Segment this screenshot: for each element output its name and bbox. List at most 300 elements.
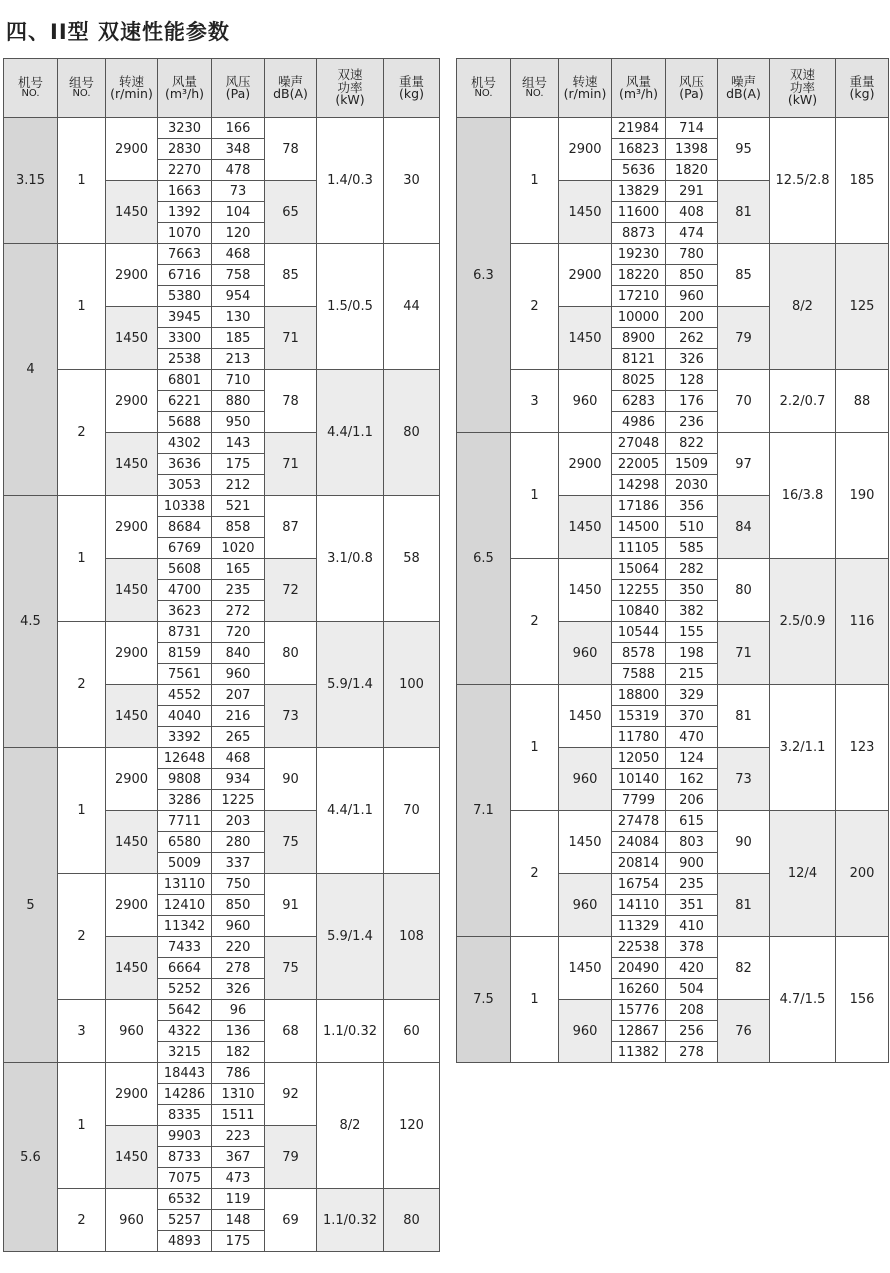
pressure-cell: 470 (666, 727, 718, 748)
airflow-cell: 8733 (158, 1147, 212, 1168)
pressure-cell: 934 (212, 769, 265, 790)
group-no-cell: 2 (58, 874, 106, 1000)
airflow-cell: 19230 (612, 244, 666, 265)
pressure-cell: 73 (212, 181, 265, 202)
speed-cell: 960 (106, 1000, 158, 1063)
model-no-cell: 7.5 (457, 937, 511, 1063)
noise-cell: 81 (718, 685, 770, 748)
model-no-cell: 5.6 (4, 1063, 58, 1252)
airflow-cell: 16823 (612, 139, 666, 160)
speed-cell: 1450 (106, 559, 158, 622)
airflow-cell: 1663 (158, 181, 212, 202)
pressure-cell: 207 (212, 685, 265, 706)
pressure-cell: 216 (212, 706, 265, 727)
weight-cell: 185 (836, 118, 889, 244)
airflow-cell: 8731 (158, 622, 212, 643)
pressure-cell: 124 (666, 748, 718, 769)
pressure-cell: 272 (212, 601, 265, 622)
pressure-cell: 136 (212, 1021, 265, 1042)
airflow-cell: 3286 (158, 790, 212, 811)
pressure-cell: 780 (666, 244, 718, 265)
airflow-cell: 1392 (158, 202, 212, 223)
airflow-cell: 6664 (158, 958, 212, 979)
table-row (4, 118, 440, 139)
group-no-cell: 3 (58, 1000, 106, 1063)
speed-cell: 1450 (559, 811, 612, 874)
pressure-cell: 203 (212, 811, 265, 832)
model-no-cell: 4.5 (4, 496, 58, 748)
table-row (4, 748, 440, 769)
header-airflow-cn: 风量 (171, 73, 197, 89)
airflow-cell: 10840 (612, 601, 666, 622)
speed-cell: 1450 (106, 685, 158, 748)
table-row (457, 685, 889, 706)
airflow-cell: 11780 (612, 727, 666, 748)
power-cell: 4.4/1.1 (317, 370, 384, 496)
airflow-cell: 12648 (158, 748, 212, 769)
noise-cell: 78 (265, 118, 317, 181)
noise-cell: 73 (265, 685, 317, 748)
speed-cell: 1450 (559, 685, 612, 748)
header-group-en: NO. (525, 88, 544, 100)
pressure-cell: 235 (212, 580, 265, 601)
speed-cell: 1450 (106, 937, 158, 1000)
table-body (457, 118, 889, 1063)
weight-cell: 156 (836, 937, 889, 1063)
weight-cell: 190 (836, 433, 889, 559)
table-row (4, 1000, 440, 1021)
airflow-cell: 27478 (612, 811, 666, 832)
airflow-cell: 8335 (158, 1105, 212, 1126)
header-pressure-en: (Pa) (225, 86, 251, 101)
table-row (4, 1063, 440, 1084)
airflow-cell: 18800 (612, 685, 666, 706)
header-power-en: (kW) (335, 92, 365, 108)
power-cell: 3.1/0.8 (317, 496, 384, 622)
pressure-cell: 350 (666, 580, 718, 601)
header-power-cn2: 功率 (789, 79, 815, 95)
airflow-cell: 7799 (612, 790, 666, 811)
power-cell: 1.1/0.32 (317, 1000, 384, 1063)
header-model (457, 59, 511, 118)
header-noise-en: dB(A) (726, 86, 761, 101)
airflow-cell: 8025 (612, 370, 666, 391)
speed-cell: 2900 (106, 118, 158, 181)
airflow-cell: 16754 (612, 874, 666, 895)
noise-cell: 65 (265, 181, 317, 244)
airflow-cell: 17210 (612, 286, 666, 307)
header-power-en: (kW) (787, 92, 818, 108)
airflow-cell: 8578 (612, 643, 666, 664)
table-row (4, 1189, 440, 1210)
pressure-cell: 162 (666, 769, 718, 790)
header-model-en: NO. (21, 88, 40, 100)
pressure-cell: 521 (212, 496, 265, 517)
pressure-cell: 220 (212, 937, 265, 958)
weight-cell: 108 (384, 874, 440, 1000)
noise-cell: 69 (265, 1189, 317, 1252)
pressure-cell: 410 (666, 916, 718, 937)
speed-cell: 2900 (106, 496, 158, 559)
airflow-cell: 3215 (158, 1042, 212, 1063)
noise-cell: 84 (718, 496, 770, 559)
pressure-cell: 176 (666, 391, 718, 412)
pressure-cell: 504 (666, 979, 718, 1000)
pressure-cell: 420 (666, 958, 718, 979)
header-weight-en: (kg) (849, 86, 875, 101)
airflow-cell: 8159 (158, 643, 212, 664)
pressure-cell: 758 (212, 265, 265, 286)
header-noise-cn: 噪声 (277, 73, 303, 89)
header-weight-cn: 重量 (849, 73, 875, 89)
noise-cell: 91 (265, 874, 317, 937)
noise-cell: 71 (718, 622, 770, 685)
pressure-cell: 282 (666, 559, 718, 580)
pressure-cell: 370 (666, 706, 718, 727)
airflow-cell: 3636 (158, 454, 212, 475)
airflow-cell: 6716 (158, 265, 212, 286)
airflow-cell: 6801 (158, 370, 212, 391)
table-row (4, 622, 440, 643)
weight-cell: 200 (836, 811, 889, 937)
pressure-cell: 615 (666, 811, 718, 832)
power-cell: 1.1/0.32 (317, 1189, 384, 1252)
airflow-cell: 11382 (612, 1042, 666, 1063)
table-row (457, 244, 889, 265)
speed-cell: 1450 (559, 307, 612, 370)
airflow-cell: 4700 (158, 580, 212, 601)
power-cell: 12/4 (770, 811, 836, 937)
airflow-cell: 11329 (612, 916, 666, 937)
airflow-cell: 14110 (612, 895, 666, 916)
header-group-cn: 组号 (68, 74, 94, 90)
airflow-cell: 11105 (612, 538, 666, 559)
speed-cell: 960 (559, 1000, 612, 1063)
pressure-cell: 468 (212, 748, 265, 769)
speed-cell: 1450 (106, 433, 158, 496)
pressure-cell: 326 (212, 979, 265, 1000)
header-speed (106, 59, 158, 118)
weight-cell: 88 (836, 370, 889, 433)
airflow-cell: 10338 (158, 496, 212, 517)
airflow-cell: 3623 (158, 601, 212, 622)
airflow-cell: 12410 (158, 895, 212, 916)
pressure-cell: 850 (212, 895, 265, 916)
noise-cell: 81 (718, 181, 770, 244)
header-group (511, 59, 559, 118)
airflow-cell: 7588 (612, 664, 666, 685)
speed-cell: 2900 (106, 874, 158, 937)
group-no-cell: 2 (511, 244, 559, 370)
airflow-cell: 6532 (158, 1189, 212, 1210)
power-cell: 1.4/0.3 (317, 118, 384, 244)
noise-cell: 85 (718, 244, 770, 307)
pressure-cell: 165 (212, 559, 265, 580)
table-row (457, 937, 889, 958)
pressure-cell: 960 (666, 286, 718, 307)
header-pressure (212, 59, 265, 118)
pressure-cell: 256 (666, 1021, 718, 1042)
airflow-cell: 3053 (158, 475, 212, 496)
airflow-cell: 12867 (612, 1021, 666, 1042)
power-cell: 4.7/1.5 (770, 937, 836, 1063)
speed-cell: 1450 (106, 307, 158, 370)
pressure-cell: 175 (212, 454, 265, 475)
noise-cell: 80 (265, 622, 317, 685)
weight-cell: 120 (384, 1063, 440, 1189)
noise-cell: 90 (265, 748, 317, 811)
noise-cell: 78 (265, 370, 317, 433)
left-spec-table (3, 58, 440, 1252)
airflow-cell: 9903 (158, 1126, 212, 1147)
airflow-cell: 5688 (158, 412, 212, 433)
pressure-cell: 215 (666, 664, 718, 685)
noise-cell: 90 (718, 811, 770, 874)
power-cell: 3.2/1.1 (770, 685, 836, 811)
pressure-cell: 822 (666, 433, 718, 454)
model-no-cell: 6.3 (457, 118, 511, 433)
weight-cell: 116 (836, 559, 889, 685)
airflow-cell: 22005 (612, 454, 666, 475)
airflow-cell: 11342 (158, 916, 212, 937)
airflow-cell: 14286 (158, 1084, 212, 1105)
group-no-cell: 2 (58, 622, 106, 748)
speed-cell: 2900 (559, 118, 612, 181)
pressure-cell: 185 (212, 328, 265, 349)
airflow-cell: 4302 (158, 433, 212, 454)
airflow-cell: 21984 (612, 118, 666, 139)
pressure-cell: 130 (212, 307, 265, 328)
airflow-cell: 5257 (158, 1210, 212, 1231)
power-cell: 5.9/1.4 (317, 622, 384, 748)
header-weight (836, 59, 889, 118)
pressure-cell: 280 (212, 832, 265, 853)
airflow-cell: 2830 (158, 139, 212, 160)
header-pressure (666, 59, 718, 118)
table-row (4, 496, 440, 517)
header-pressure-cn: 风压 (225, 73, 251, 89)
table-row (4, 244, 440, 265)
airflow-cell: 6221 (158, 391, 212, 412)
airflow-cell: 3945 (158, 307, 212, 328)
pressure-cell: 378 (666, 937, 718, 958)
airflow-cell: 6283 (612, 391, 666, 412)
pressure-cell: 206 (666, 790, 718, 811)
speed-cell: 960 (559, 748, 612, 811)
noise-cell: 85 (265, 244, 317, 307)
pressure-cell: 1509 (666, 454, 718, 475)
pressure-cell: 474 (666, 223, 718, 244)
group-no-cell: 1 (511, 118, 559, 244)
noise-cell: 76 (718, 1000, 770, 1063)
airflow-cell: 3230 (158, 118, 212, 139)
speed-cell: 1450 (559, 181, 612, 244)
pressure-cell: 148 (212, 1210, 265, 1231)
weight-cell: 125 (836, 244, 889, 370)
pressure-cell: 337 (212, 853, 265, 874)
airflow-cell: 10140 (612, 769, 666, 790)
noise-cell: 75 (265, 937, 317, 1000)
weight-cell: 80 (384, 370, 440, 496)
table-row (457, 559, 889, 580)
speed-cell: 1450 (106, 181, 158, 244)
airflow-cell: 5608 (158, 559, 212, 580)
pressure-cell: 329 (666, 685, 718, 706)
model-no-cell: 4 (4, 244, 58, 496)
airflow-cell: 5009 (158, 853, 212, 874)
noise-cell: 71 (265, 307, 317, 370)
pressure-cell: 880 (212, 391, 265, 412)
noise-cell: 75 (265, 811, 317, 874)
airflow-cell: 22538 (612, 937, 666, 958)
power-cell: 12.5/2.8 (770, 118, 836, 244)
speed-cell: 2900 (106, 244, 158, 307)
noise-cell: 80 (718, 559, 770, 622)
power-cell: 2.2/0.7 (770, 370, 836, 433)
group-no-cell: 1 (58, 1063, 106, 1189)
header-weight-cn: 重量 (398, 73, 424, 89)
airflow-cell: 15319 (612, 706, 666, 727)
header-speed-en: (r/min) (563, 86, 607, 101)
pressure-cell: 356 (666, 496, 718, 517)
header-model-en: NO. (474, 88, 493, 100)
airflow-cell: 8684 (158, 517, 212, 538)
table-header (457, 59, 889, 118)
airflow-cell: 24084 (612, 832, 666, 853)
power-cell: 16/3.8 (770, 433, 836, 559)
airflow-cell: 17186 (612, 496, 666, 517)
pressure-cell: 182 (212, 1042, 265, 1063)
noise-cell: 72 (265, 559, 317, 622)
pressure-cell: 213 (212, 349, 265, 370)
noise-cell: 97 (718, 433, 770, 496)
airflow-cell: 11600 (612, 202, 666, 223)
header-noise-en: dB(A) (273, 86, 308, 101)
header-pressure-cn: 风压 (678, 73, 704, 89)
airflow-cell: 15064 (612, 559, 666, 580)
header-airflow-en: (m³/h) (164, 86, 205, 101)
group-no-cell: 1 (511, 937, 559, 1063)
speed-cell: 2900 (106, 370, 158, 433)
weight-cell: 70 (384, 748, 440, 874)
model-no-cell: 7.1 (457, 685, 511, 937)
table-header (4, 59, 440, 118)
pressure-cell: 1310 (212, 1084, 265, 1105)
header-group-en: NO. (72, 88, 91, 100)
header-power-cn1: 双速 (789, 67, 815, 83)
pressure-cell: 710 (212, 370, 265, 391)
airflow-cell: 7711 (158, 811, 212, 832)
airflow-cell: 9808 (158, 769, 212, 790)
noise-cell: 87 (265, 496, 317, 559)
group-no-cell: 1 (58, 244, 106, 370)
pressure-cell: 803 (666, 832, 718, 853)
table-row (457, 433, 889, 454)
airflow-cell: 10000 (612, 307, 666, 328)
airflow-cell: 5380 (158, 286, 212, 307)
weight-cell: 80 (384, 1189, 440, 1252)
airflow-cell: 3300 (158, 328, 212, 349)
header-power-cn2: 功率 (337, 79, 363, 95)
airflow-cell: 8900 (612, 328, 666, 349)
pressure-cell: 510 (666, 517, 718, 538)
pressure-cell: 1820 (666, 160, 718, 181)
header-noise-cn: 噪声 (730, 73, 756, 89)
noise-cell: 73 (718, 748, 770, 811)
pressure-cell: 1225 (212, 790, 265, 811)
pressure-cell: 585 (666, 538, 718, 559)
header-pressure-en: (Pa) (679, 86, 704, 101)
header-model-cn: 机号 (17, 74, 43, 90)
group-no-cell: 1 (58, 118, 106, 244)
header-group (58, 59, 106, 118)
pressure-cell: 143 (212, 433, 265, 454)
header-weight (384, 59, 440, 118)
table-row (457, 118, 889, 139)
header-speed-cn: 转速 (118, 73, 144, 89)
speed-cell: 960 (559, 370, 612, 433)
airflow-cell: 7433 (158, 937, 212, 958)
header-noise (718, 59, 770, 118)
pressure-cell: 478 (212, 160, 265, 181)
pressure-cell: 348 (212, 139, 265, 160)
noise-cell: 79 (718, 307, 770, 370)
header-airflow-cn: 风量 (625, 73, 651, 89)
airflow-cell: 20814 (612, 853, 666, 874)
airflow-cell: 2270 (158, 160, 212, 181)
airflow-cell: 4040 (158, 706, 212, 727)
pressure-cell: 786 (212, 1063, 265, 1084)
pressure-cell: 900 (666, 853, 718, 874)
weight-cell: 100 (384, 622, 440, 748)
header-noise (265, 59, 317, 118)
airflow-cell: 8121 (612, 349, 666, 370)
airflow-cell: 12255 (612, 580, 666, 601)
pressure-cell: 2030 (666, 475, 718, 496)
pressure-cell: 208 (666, 1000, 718, 1021)
pressure-cell: 128 (666, 370, 718, 391)
noise-cell: 92 (265, 1063, 317, 1126)
speed-cell: 2900 (106, 622, 158, 685)
pressure-cell: 104 (212, 202, 265, 223)
airflow-cell: 15776 (612, 1000, 666, 1021)
airflow-cell: 4893 (158, 1231, 212, 1252)
power-cell: 8/2 (770, 244, 836, 370)
header-group-cn: 组号 (521, 74, 547, 90)
weight-cell: 58 (384, 496, 440, 622)
power-cell: 8/2 (317, 1063, 384, 1189)
pressure-cell: 1511 (212, 1105, 265, 1126)
pressure-cell: 382 (666, 601, 718, 622)
weight-cell: 30 (384, 118, 440, 244)
header-airflow (612, 59, 666, 118)
header-power-cn1: 双速 (337, 67, 363, 83)
right-spec-table (456, 58, 889, 1063)
noise-cell: 82 (718, 937, 770, 1000)
airflow-cell: 14298 (612, 475, 666, 496)
speed-cell: 1450 (559, 559, 612, 622)
header-power (317, 59, 384, 118)
airflow-cell: 20490 (612, 958, 666, 979)
pressure-cell: 236 (666, 412, 718, 433)
airflow-cell: 18443 (158, 1063, 212, 1084)
airflow-cell: 7561 (158, 664, 212, 685)
power-cell: 1.5/0.5 (317, 244, 384, 370)
header-airflow (158, 59, 212, 118)
speed-cell: 1450 (559, 937, 612, 1000)
model-no-cell: 3.15 (4, 118, 58, 244)
speed-cell: 2900 (106, 748, 158, 811)
